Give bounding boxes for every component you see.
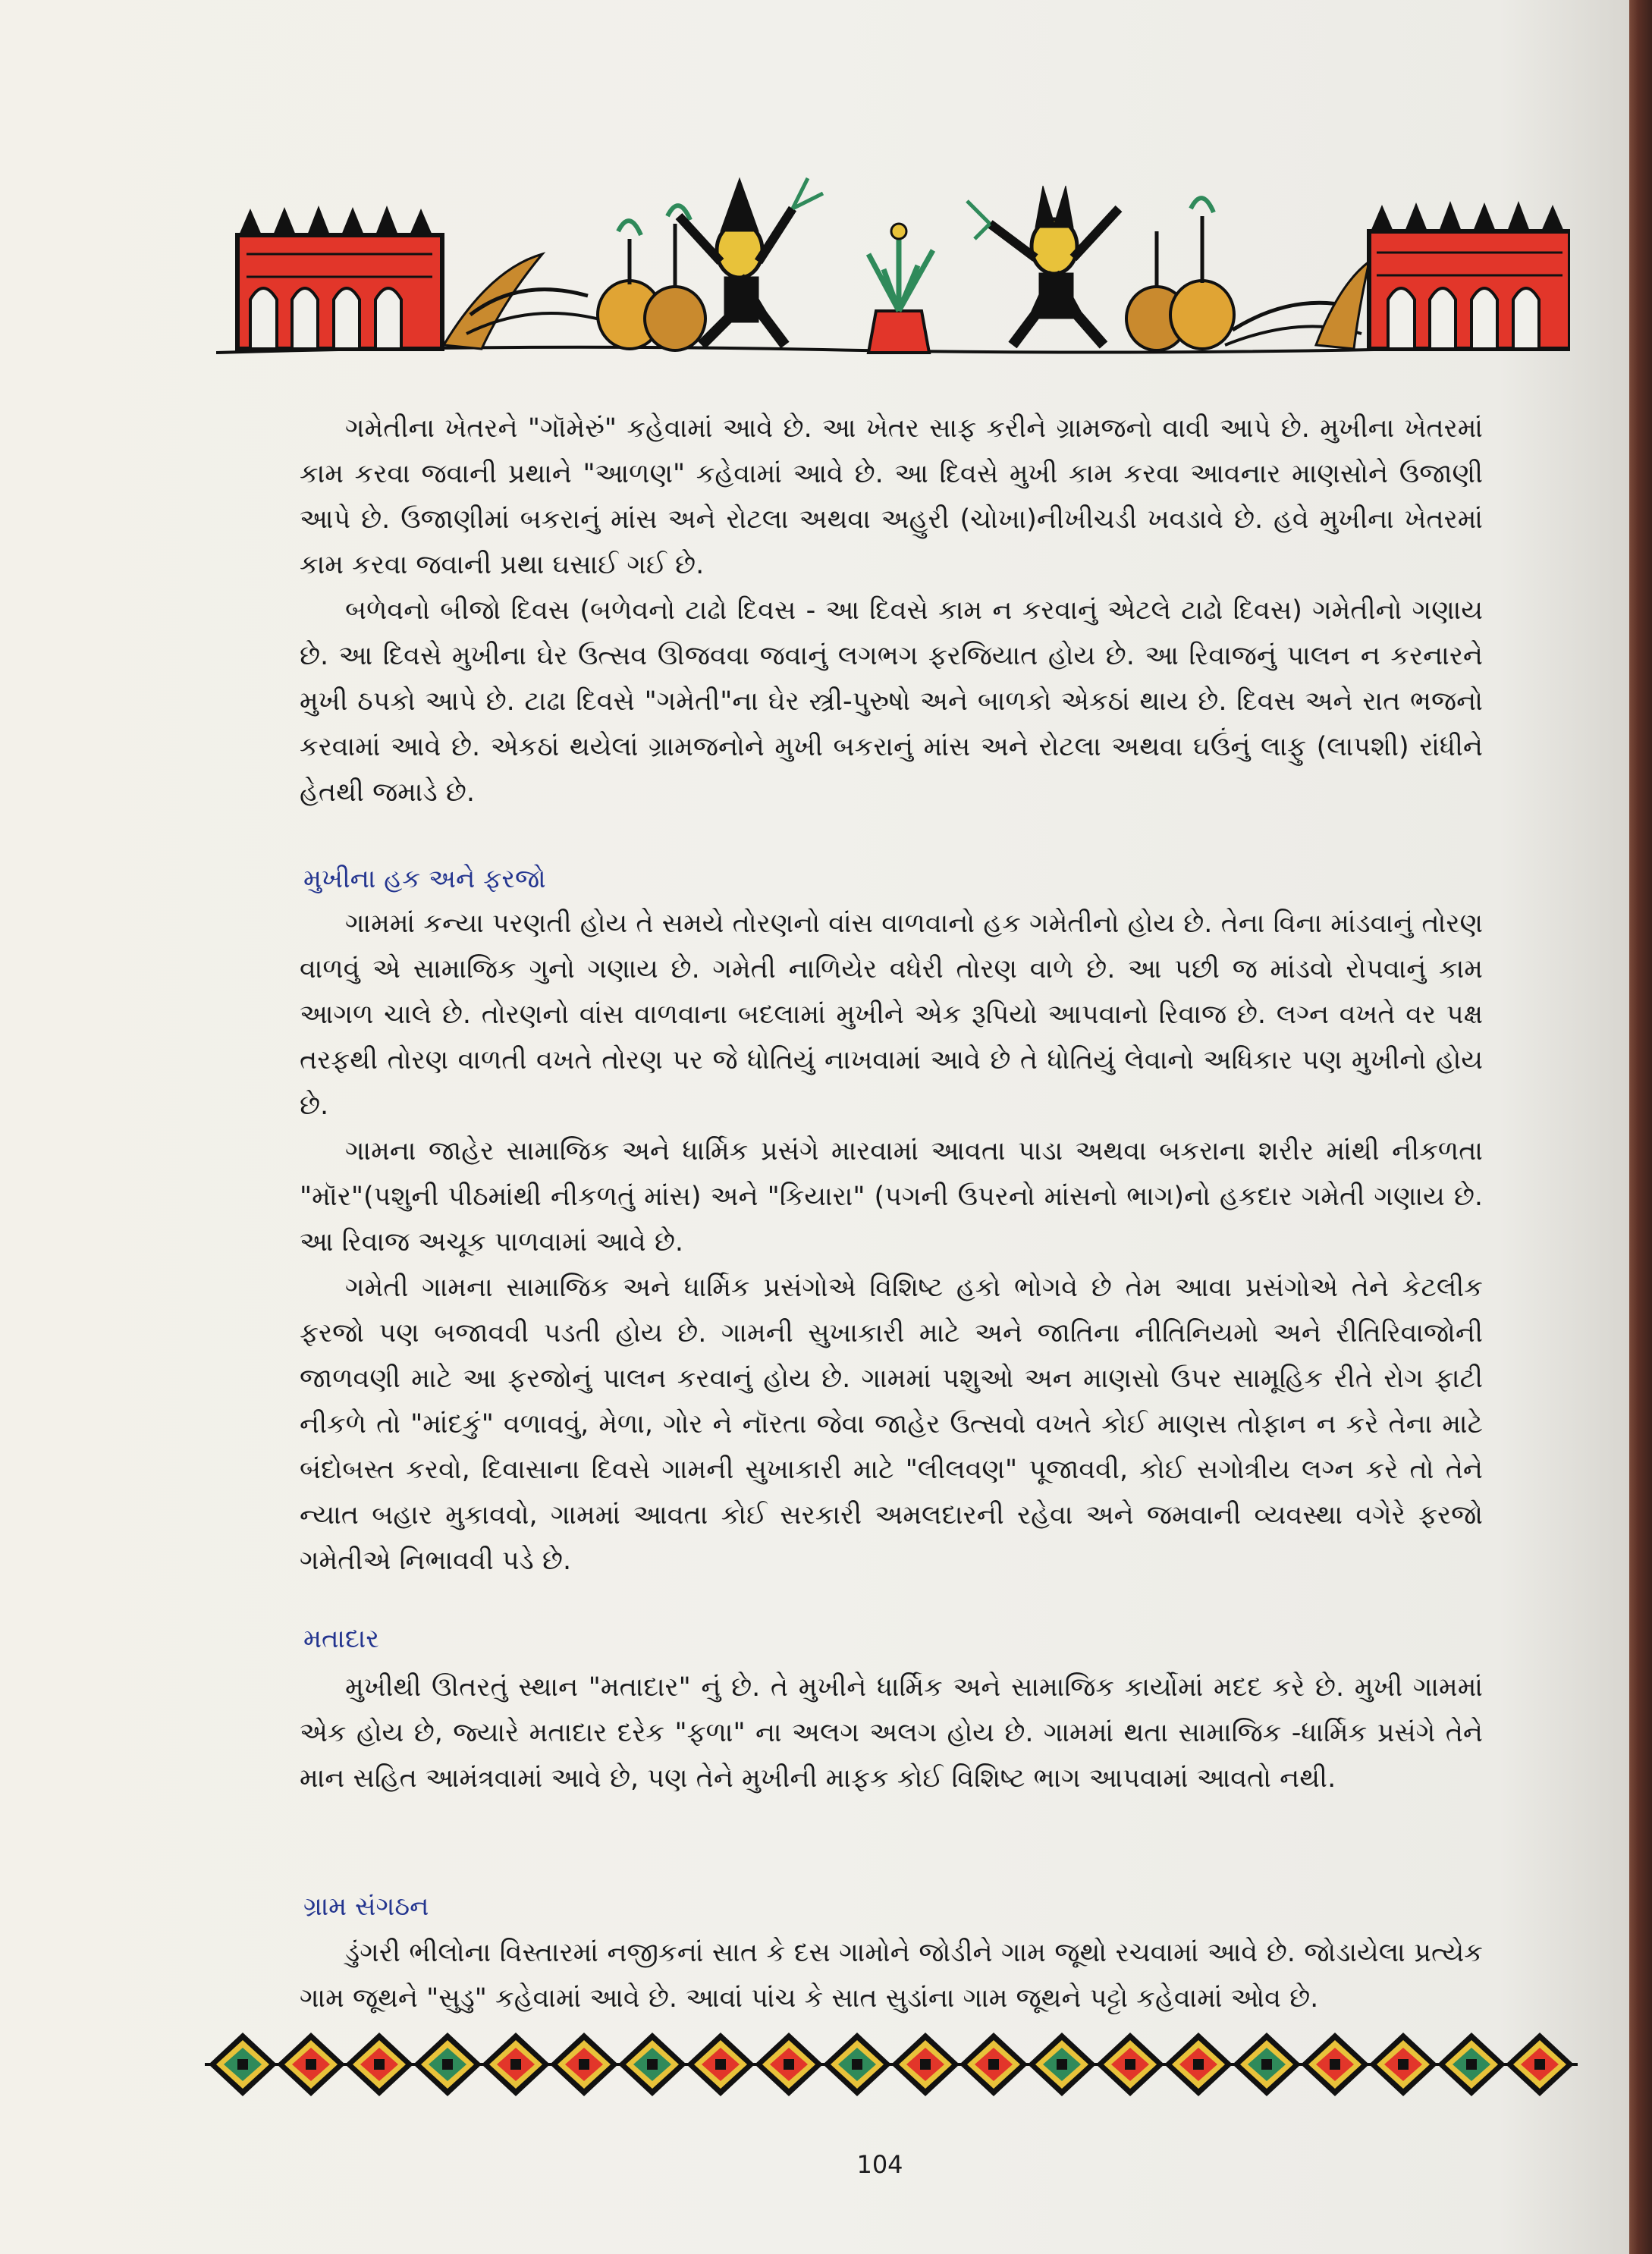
- paragraph: મુખીથી ઊતરતું સ્થાન "મતાદાર" નું છે. તે મુખીને ધાર્મિક અને સામાજિક કાર્યોમાં મદદ કરે છે. મુખી ગામમાં એક હોય છે, જ્યારે મતાદાર દરેક "ફળા" ના અલગ અલગ હોય છે. ગામમાં થતા સામાજિક -ધાર્મિક પ્રસંગે તેને માન સહિત આમંત્રવામાં આવે છે, પણ તેને મુખીની માફક કોઈ વિશિષ્ટ ભાગ આપવામાં આવતો નથી.: [300, 1672, 1483, 1794]
- tribal-pattern-border: [205, 2029, 1578, 2101]
- section-heading-matadar: મતાદાર: [303, 1624, 379, 1654]
- paragraph: ગામમાં કન્યા પરણતી હોય તે સમયે તોરણનો વાંસ વાળવાનો હક ગમેતીનો હોય છે. તેના વિના માંડવાનું તોરણ વાળવું એ સામાજિક ગુનો ગણાય છે. ગમેતી નાળિયેર વધેરી તોરણ વાળે છે. આ પછી જ માંડવો રોપવાનું કામ આગળ ચાલે છે. તોરણનો વાંસ વાળવાના બદલામાં મુખીને એક રૂપિયો આપવાનો રિવાજ છે. લગ્ન વખતે વર પક્ષ તરફથી તોરણ વાળતી વખતે તોરણ પર જે ધોતિયું નાખવામાં આવે છે તે ધોતિયું લેવાનો અધિકાર પણ મુખીનો હોય છે.: [300, 909, 1483, 1121]
- book-spine: [1629, 0, 1652, 2254]
- matadar-section: [300, 1665, 1483, 1801]
- gram-section: [300, 1930, 1483, 2021]
- section-heading-rights: મુખીના હક અને ફરજો: [303, 864, 546, 894]
- paragraph: ગમેતી ગામના સામાજિક અને ધાર્મિક પ્રસંગોએ વિશિષ્ટ હકો ભોગવે છે તેમ આવા પ્રસંગોએ તેને કેટલીક ફરજો પણ બજાવવી પડતી હોય છે. ગામની સુખાકારી માટે અને જાતિના નીતિનિયમો અને રીતિરિવાજોની જાળવણી માટે આ ફરજોનું પાલન કરવાનું હોય છે. ગામમાં પશુઓ અન માણસો ઉપર સામૂહિક રીતે રોગ ફાટી નીકળે તો "માંદકું" વળાવવું, મેળા, ગોર ને નૉરતા જેવા જાહેર ઉત્સવો વખતે કોઈ માણસ તોફાન ન કરે તેના માટે બંદોબસ્ત કરવો, દિવાસાના દિવસે ગામની સુખાકારી માટે "લીલવણ" પૂજાવવી, કોઈ સગોત્રીય લગ્ન કરે તો તેને ન્યાત બહાર મુકાવવો, ગામમાં આવતા કોઈ સરકારી અમલદારની રહેવા અને જમવાની વ્યવસ્થા વગેરે ફરજો ગમેતીએ નિભાવવી પડે છે.: [300, 1273, 1483, 1576]
- folk-art-banner-illustration: [216, 163, 1570, 372]
- paragraph: ગમેતીના ખેતરને "ગૉમેરું" કહેવામાં આવે છે. આ ખેતર સાફ કરીને ગ્રામજનો વાવી આપે છે. મુખીના ખેતરમાં કામ કરવા જવાની પ્રથાને "આળણ" કહેવામાં આવે છે. આ દિવસે મુખી કામ કરવા આવનાર માણસોને ઉજાણી આપે છે. ઉજાણીમાં બકરાનું માંસ અને રોટલા અથવા અહુરી (ચોખા)નીખીચડી ખવડાવે છે. હવે મુખીના ખેતરમાં કામ કરવા જવાની પ્રથા ઘસાઈ ગઈ છે.: [300, 413, 1483, 580]
- page-number: 104: [856, 2150, 903, 2179]
- paragraph: ગામના જાહેર સામાજિક અને ધાર્મિક પ્રસંગે મારવામાં આવતા પાડા અથવા બકરાના શરીર માંથી નીકળતા "મૉર"(પશુની પીઠમાંથી નીકળતું માંસ) અને "કિયારા" (પગની ઉપરનો માંસનો ભાગ)નો હકદાર ગમેતી ગણાય છે. આ રિવાજ અચૂક પાળવામાં આવે છે.: [300, 1136, 1483, 1257]
- rights-section: [300, 901, 1483, 1584]
- paragraph: ડુંગરી ભીલોના વિસ્તારમાં નજીકનાં સાત કે દસ ગામોને જોડીને ગામ જૂથો રચવામાં આવે છે. જોડાયેલા પ્રત્યેક ગામ જૂથને "સુડુ" કહેવામાં આવે છે. આવાં પાંચ કે સાત સુડાંના ગામ જૂથને પટ્ટો કહેવામાં ઓવ છે.: [300, 1938, 1483, 2014]
- intro-section: [300, 406, 1483, 815]
- paragraph: બળેવનો બીજો દિવસ (બળેવનો ટાઢો દિવસ - આ દિવસે કામ ન કરવાનું એટલે ટાઢો દિવસ) ગમેતીનો ગણાય છે. આ દિવસે મુખીના ઘેર ઉત્સવ ઊજવવા જવાનું લગભગ ફરજિયાત હોય છે. આ રિવાજનું પાલન ન કરનારને મુખી ઠપકો આપે છે. ટાઢા દિવસે "ગમેતી"ના ઘેર સ્ત્રી-પુરુષો અને બાળકો એકઠાં થાય છે. દિવસ અને રાત ભજનો કરવામાં આવે છે. એકઠાં થયેલાં ગ્રામજનોને મુખી બકરાનું માંસ અને રોટલા અથવા ઘઉંનું લાફુ (લાપશી) રાંધીને હેતથી જમાડે છે.: [300, 595, 1483, 808]
- section-heading-gram: ગ્રામ સંગઠન: [303, 1891, 429, 1922]
